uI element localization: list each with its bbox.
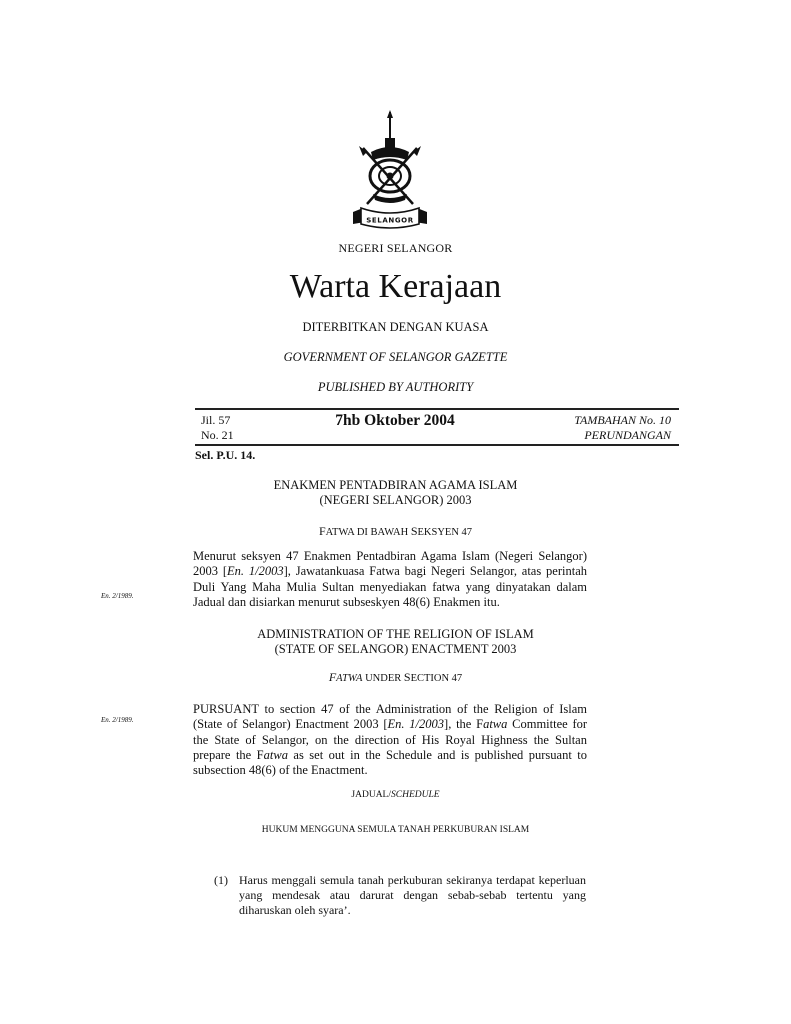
selangor-crest-icon (343, 108, 437, 236)
published-en: PUBLISHED BY AUTHORITY (317, 380, 474, 394)
crest-ribbon-text: SELANGOR (366, 216, 414, 225)
english-margin-note: En. 2/1989. (101, 716, 134, 724)
malay-title-line2: (NEGERI SELANGOR) 2003 (319, 493, 472, 507)
volume: Jil. 57 (201, 413, 231, 427)
english-title-line1: ADMINISTRATION OF THE RELIGION OF ISLAM (257, 627, 534, 641)
schedule-item-text: Harus menggali semula tanah perkuburan sekiranya terdapat keperluan yang mendesak atau darurat dengan sebab-sebab tertentu yang diharuskan oleh syara’. (239, 873, 586, 917)
issue-date: 7hb Oktober 2004 (335, 412, 455, 429)
english-title-line2: (STATE OF SELANGOR) ENACTMENT 2003 (274, 642, 517, 656)
malay-enactment-title (0, 478, 791, 508)
supplement-number: TAMBAHAN No. 10 (574, 413, 671, 427)
volume-number (201, 413, 234, 443)
masthead-top-rule (195, 408, 679, 410)
gazette-en: GOVERNMENT OF SELANGOR GAZETTE (283, 350, 508, 364)
malay-margin-note: En. 2/1989. (101, 592, 134, 600)
english-subtitle: FATWA UNDER SECTION 47 (328, 670, 463, 684)
malay-subtitle: FATWA DI BAWAH SEKSYEN 47 (318, 524, 473, 538)
reference-number: Sel. P.U. 14. (195, 448, 256, 462)
schedule-heading: HUKUM MENGGUNA SEMULA TANAH PERKUBURAN ISLAM (261, 825, 530, 835)
english-paragraph: PURSUANT to section 47 of the Administration of the Religion of Islam (State of Selangor) Enactment 2003 [En. 1/2003], the Fatwa Committee for the State of Selangor, on the direction of His Royal Highness the Sultan prepare the Fatwa as set out in the Schedule and is published pursuant to subsection 48(6) of the Enactment. (193, 702, 588, 778)
english-enactment-title (0, 627, 791, 657)
malay-title-line1: ENAKMEN PENTADBIRAN AGAMA ISLAM (273, 478, 518, 492)
issue-number: No. 21 (201, 428, 234, 442)
supplement-info (574, 413, 671, 443)
supplement-category: PERUNDANGAN (584, 428, 671, 442)
schedule-item-number: (1) (214, 873, 228, 887)
published-ms: DITERBITKAN DENGAN KUASA (302, 320, 489, 334)
gazette-title: Warta Kerajaan (289, 268, 502, 305)
state-name: NEGERI SELANGOR (338, 241, 453, 255)
masthead-bottom-rule (195, 444, 679, 446)
schedule-label: JADUAL/SCHEDULE (351, 790, 440, 800)
malay-paragraph: Menurut seksyen 47 Enakmen Pentadbiran Agama Islam (Negeri Selangor) 2003 [En. 1/2003], Jawatankuasa Fatwa bagi Negeri Selangor, atas perintah Duli Yang Maha Mulia Sultan menyediakan fatwa yang dinyatakan dalam Jadual dan disiarkan menurut subseskyen 48(6) Enakmen itu. (193, 549, 588, 609)
